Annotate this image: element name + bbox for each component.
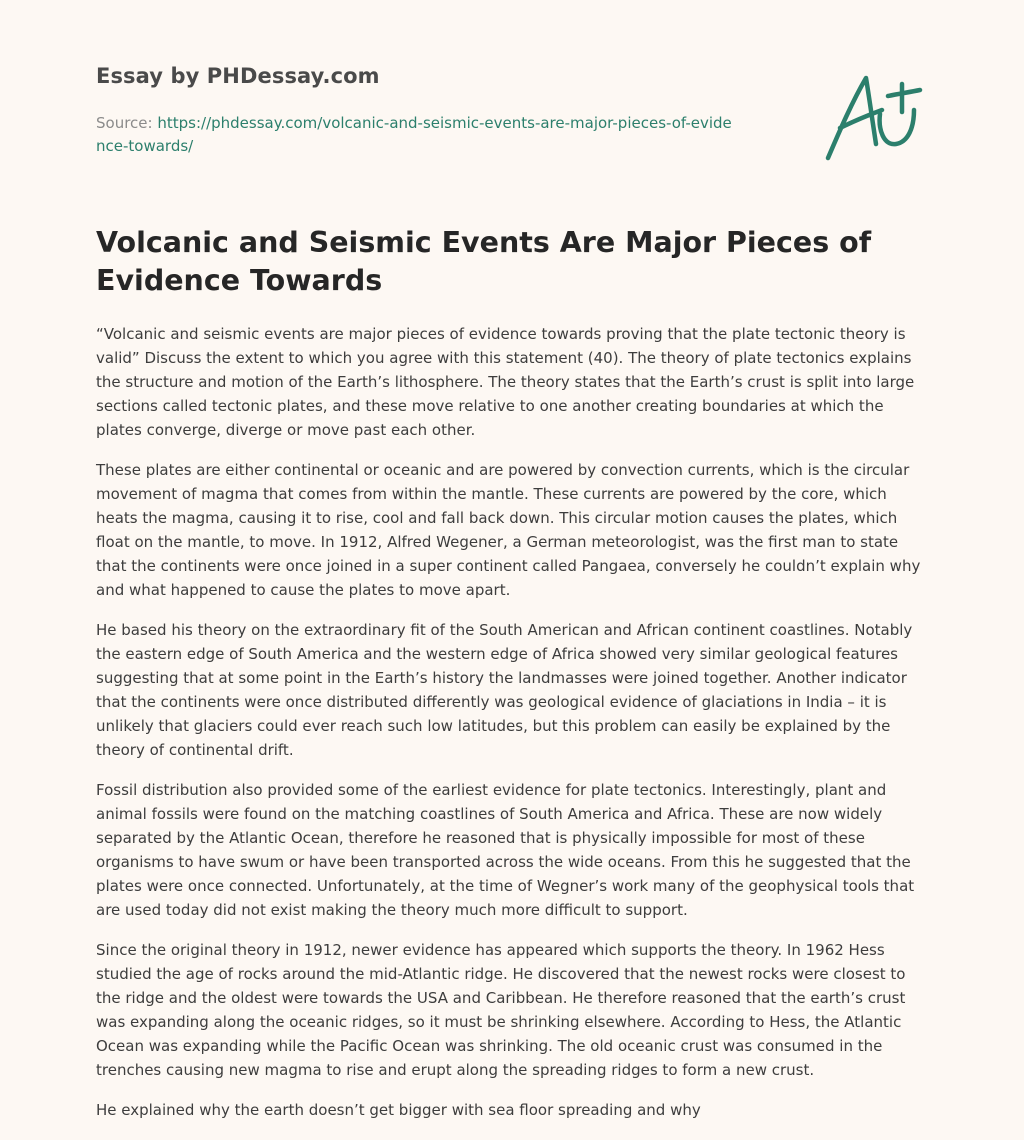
source-link[interactable]: https://phdessay.com/volcanic-and-seismic-events-are-major-pieces-of-evidence-towards/	[96, 114, 732, 155]
site-brand: Essay by PHDessay.com	[96, 64, 380, 88]
source-line	[96, 112, 736, 158]
article-paragraph: He explained why the earth doesn’t get bigger with sea floor spreading and why	[96, 1101, 701, 1119]
article-paragraph: Since the original theory in 1912, newer evidence has appeared which supports the theory. In 1962 Hess studied the age of rocks around the mid-Atlantic ridge. He discovered that the newest rocks were closest to the ridge and the oldest were towards the USA and Caribbean. He therefore reasoned that the earth’s crust was expanding along the oceanic ridges, so it must be shrinking elsewhere. According to Hess, the Atlantic Ocean was expanding while the Pacific Ocean was shrinking. The old oceanic crust was consumed in the trenches causing new magma to rise and erupt along the spreading ridges to form a new crust.	[96, 941, 906, 1079]
article-paragraph: He based his theory on the extraordinary fit of the South American and African continent coastlines. Notably the eastern edge of South America and the western edge of Africa showed very similar geological features suggesting that at some point in the Earth’s history the landmasses were joined together. Another indicator that the continents were once distributed differently was geological evidence of glaciations in India – it is unlikely that glaciers could ever reach such low latitudes, but this problem can easily be explained by the theory of continental drift.	[96, 621, 913, 759]
article-paragraph: These plates are either continental or oceanic and are powered by convection currents, which is the circular movement of magma that comes from within the mantle. These currents are powered by the core, which heats the magma, causing it to rise, cool and fall back down. This circular motion causes the plates, which float on the mantle, to move. In 1912, Alfred Wegener, a German meteorologist, was the first man to state that the continents were once joined in a super continent called Pangaea, conversely he couldn’t explain why and what happened to cause the plates to move apart.	[96, 461, 921, 599]
source-label: Source:	[96, 114, 153, 132]
article-paragraph: “Volcanic and seismic events are major pieces of evidence towards proving that the plate tectonic theory is valid” Discuss the extent to which you agree with this statement (40). The theory of plate tectonics explains the structure and motion of the Earth’s lithosphere. The theory states that the Earth’s crust is split into large sections called tectonic plates, and these move relative to one another creating boundaries at which the plates converge, diverge or move past each other.	[96, 325, 915, 439]
article-title: Volcanic and Seismic Events Are Major Pieces of Evidence Towards	[96, 226, 872, 297]
article-paragraph: Fossil distribution also provided some of the earliest evidence for plate tectonics. Interestingly, plant and animal fossils were found on the matching coastlines of South America and Africa. These are now widely separated by the Atlantic Ocean, therefore he reasoned that is physically impossible for most of these organisms to have swum or have been transported across the wide oceans. From this he suggested that the plates were once connected. Unfortunately, at the time of Wegner’s work many of the geophysical tools that are used today did not exist making the theory much more difficult to support.	[96, 781, 915, 919]
article-body	[96, 322, 932, 1138]
a-plus-grade-icon	[822, 66, 932, 166]
